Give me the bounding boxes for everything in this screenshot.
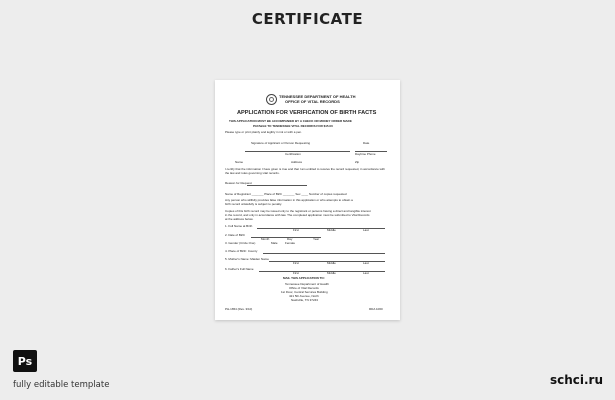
field6-sub-first: First (293, 271, 299, 275)
field-father-name: 6. Father's Full Name (225, 267, 254, 271)
instruction-text: Please type or print plainly and legibly in ink or with a pen. (225, 130, 303, 134)
page-title: CERTIFICATE (251, 10, 364, 28)
subfield-zip: Zip (355, 160, 360, 164)
mail-heading: MAIL THIS APPLICATION TO: (283, 276, 325, 280)
field-date-of-birth: 2. Date of Birth (225, 233, 246, 237)
photoshop-icon: Ps (13, 350, 37, 372)
form-title: APPLICATION FOR VERIFICATION OF BIRTH FACTS (237, 110, 377, 116)
address-line-5: Nashville, TN 37243 (291, 298, 318, 302)
field1-sub-last: Last (363, 228, 369, 232)
field-mother-name: 5. Mother's Name: Maiden Name (225, 257, 269, 261)
field-gender: 3. Gender (Circle One) (225, 241, 256, 245)
field2-sub-month: Month (261, 237, 270, 241)
address-line-4: 421 5th Avenue, North (289, 294, 319, 298)
gender-male: Male (271, 241, 278, 245)
header-line-1: TENNESSEE DEPARTMENT OF HEALTH (279, 94, 356, 99)
field6-sub-last: Last (363, 271, 369, 275)
state-seal-icon (266, 94, 277, 105)
field2-sub-year: Year (313, 237, 320, 241)
footer-form-number: PH-1654 (Rev. 3/10) (225, 307, 253, 311)
field5-sub-last: Last (363, 261, 369, 265)
para1-line1: I certify that the information I have given is true and that I am entitled to receive the record requested, in accordance with (225, 167, 385, 171)
para3-line2: in the record, and only in accordance with law. The completed application must be submitted to Vital Records (225, 213, 370, 217)
footer-rda-number: RDA 1060 (369, 307, 383, 311)
certification-label: Certification (285, 152, 301, 156)
date-caption: Date (363, 141, 370, 145)
address-line-1: Tennessee Department of Health (285, 282, 329, 286)
gender-female: Female (285, 241, 296, 245)
address-line-3: 1st Floor, Central Services Building (281, 290, 328, 294)
notice-line-2: PAYABLE TO TENNESSEE VITAL RECORDS FOR $15.00 (253, 124, 333, 128)
document-preview (215, 80, 400, 320)
header-line-2: OFFICE OF VITAL RECORDS (285, 99, 340, 104)
para3-line3: at the address below. (225, 217, 254, 221)
field5-sub-middle: Middle (327, 261, 336, 265)
field2-sub-day: Day (287, 237, 293, 241)
field1-sub-first: First (293, 228, 299, 232)
field-place-of-birth: 4. Place of Birth: County (225, 249, 258, 253)
notice-line-1: THIS APPLICATION MUST BE ACCOMPANIED BY A CHECK OR MONEY ORDER MADE (229, 119, 352, 123)
para2-line2: birth record unlawfully is subject to penalty. (225, 202, 282, 206)
field1-sub-middle: Middle (327, 228, 336, 232)
field-full-name: 1. Full Name at Birth (225, 224, 253, 228)
field5-sub-first: First (293, 261, 299, 265)
subfield-name: Name (235, 160, 244, 164)
template-caption: fully editable template (13, 380, 110, 390)
brand-watermark: schci.ru (549, 373, 603, 387)
address-line-2: Office of Vital Records (289, 286, 319, 290)
phone-label: Daytime Phone (355, 152, 376, 156)
reason-line (247, 185, 307, 186)
field-place-of-birth-line (263, 253, 385, 254)
reason-label: Reason for Request (225, 181, 252, 185)
para3-line1: Copies of this birth record may be issued only to the registrant or persons having a direct and tangible interest (225, 209, 371, 213)
para2-line1: Any person who willfully provides false information in this application or who attempts to obtain a (225, 198, 353, 202)
para1-line2: the law and rules governing vital records. (225, 171, 280, 175)
subfield-address: Address (291, 160, 303, 164)
field6-sub-middle: Middle (327, 271, 336, 275)
signature-caption: Signature of Applicant or Person Requesting (251, 141, 311, 145)
registrant-row: Name of Registrant _______ Place of Birth _______ Sex ____ Number of copies requested (225, 192, 347, 196)
